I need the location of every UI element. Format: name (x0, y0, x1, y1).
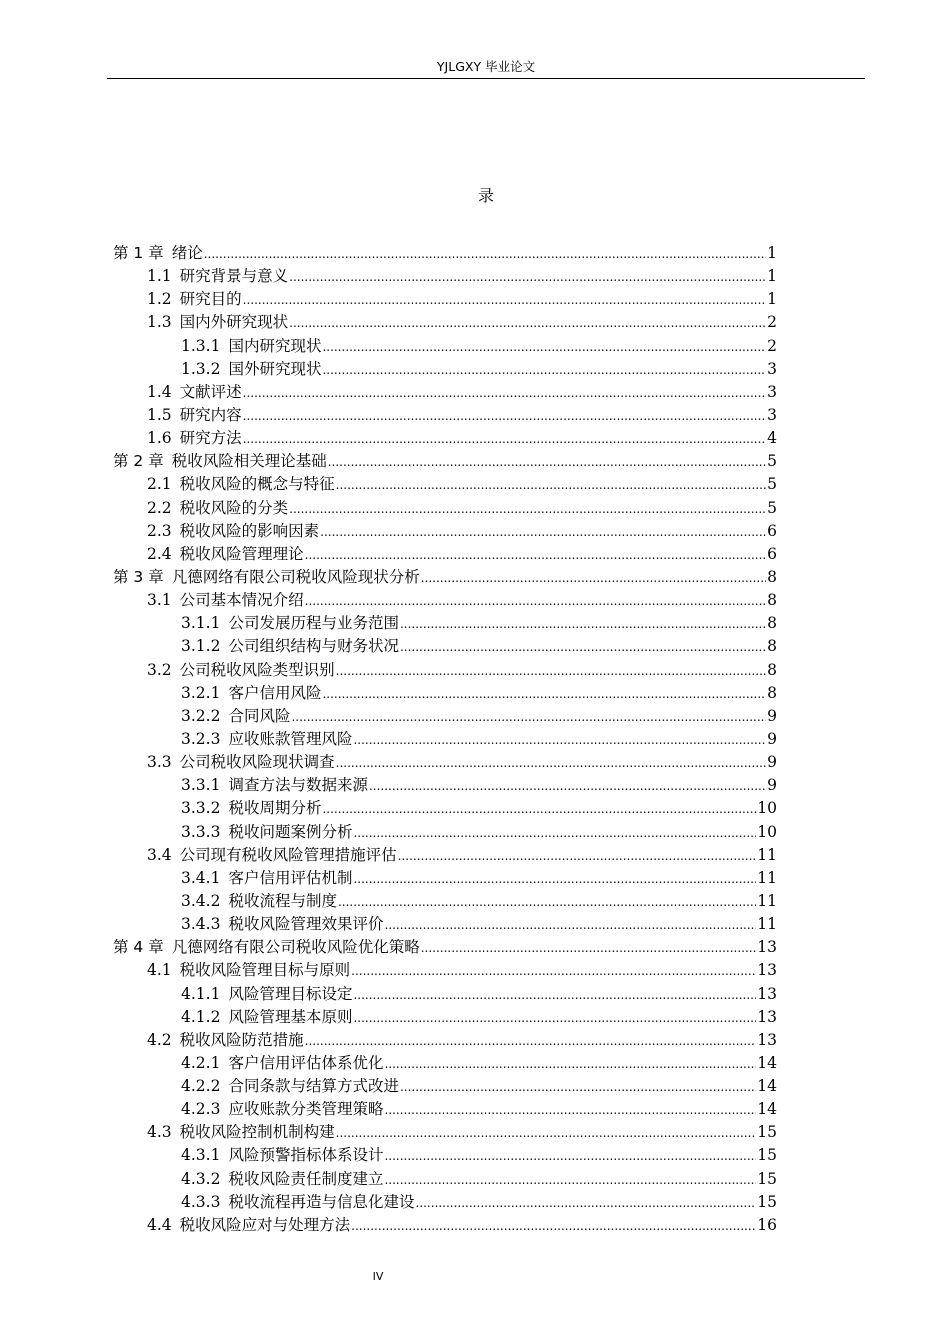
toc-entry-page: 15 (757, 1192, 777, 1211)
toc-entry-level-3[interactable] (113, 635, 777, 658)
toc-entry-title (181, 1168, 383, 1191)
toc-entry-label: 国外研究现状 (228, 359, 322, 378)
toc-dot-leader (336, 660, 766, 683)
toc-entry-label: 公司税收风险类型识别 (179, 660, 335, 679)
toc-dot-leader (305, 1030, 757, 1053)
toc-entry-level-2[interactable] (113, 311, 777, 334)
toc-dot-leader (322, 683, 766, 706)
toc-entry-level-3[interactable] (113, 1191, 777, 1214)
toc-entry-level-3[interactable] (113, 1075, 777, 1098)
toc-entry-label: 研究内容 (179, 405, 242, 424)
toc-entry-page: 3 (767, 382, 777, 401)
toc-entry-number: 4.1.1 (181, 984, 221, 1003)
toc-entry-label: 风险管理基本原则 (228, 1007, 353, 1026)
toc-entry-level-3[interactable] (113, 358, 777, 381)
toc-entry-page: 9 (767, 706, 777, 725)
toc-entry-page: 8 (767, 591, 777, 610)
toc-entry-title (181, 682, 321, 705)
toc-entry-page: 1 (767, 290, 777, 309)
toc-entry-number: 3.1.1 (181, 614, 221, 633)
toc-entry-page: 8 (767, 614, 777, 633)
toc-entry-number: 4.2.3 (181, 1100, 221, 1119)
toc-entry-label: 绪论 (171, 244, 203, 262)
toc-entry-label: 合同条款与结算方式改进 (228, 1077, 399, 1096)
toc-entry-level-3[interactable] (113, 682, 777, 705)
toc-dot-leader (289, 266, 766, 289)
toc-entry-level-3[interactable] (113, 890, 777, 913)
toc-entry-title (181, 983, 352, 1006)
toc-entry-number: 1.4 (147, 382, 172, 401)
toc-entry-page: 11 (757, 845, 777, 864)
toc-entry-level-2[interactable] (113, 520, 777, 543)
toc-entry-level-2[interactable] (113, 427, 777, 450)
toc-entry-number: 3.4 (147, 845, 172, 864)
toc-entry-title (181, 821, 352, 844)
toc-entry-label: 公司发展历程与业务范围 (228, 614, 399, 633)
toc-entry-number: 3.3.3 (181, 822, 221, 841)
toc-entry-title (147, 959, 350, 982)
toc-entry-title (181, 867, 352, 890)
toc-entry-page: 1 (767, 244, 777, 262)
toc-entry-title (147, 473, 335, 496)
toc-dot-leader (353, 984, 756, 1007)
toc-dot-leader (328, 451, 766, 474)
toc-entry-level-2[interactable] (113, 265, 777, 288)
toc-dot-leader (384, 914, 756, 937)
toc-entry-number: 2.4 (147, 544, 172, 563)
toc-entry-title (181, 1191, 414, 1214)
toc-entry-title (181, 797, 321, 820)
toc-entry-page: 10 (757, 799, 777, 818)
toc-entry-level-3[interactable] (113, 867, 777, 890)
toc-entry-level-2[interactable] (113, 589, 777, 612)
toc-entry-title (181, 1098, 383, 1121)
toc-entry-page: 9 (767, 729, 777, 748)
toc-entry-number: 4.2.1 (181, 1053, 221, 1072)
toc-entry-label: 税收周期分析 (228, 799, 322, 818)
toc-entry-level-1[interactable] (113, 566, 777, 589)
toc-entry-number: 第 4 章 (113, 938, 164, 957)
toc-entry-label: 客户信用风险 (228, 683, 322, 702)
toc-entry-page: 10 (757, 822, 777, 841)
toc-entry-number: 2.2 (147, 498, 172, 517)
toc-entry-page: 11 (757, 868, 777, 887)
toc-entry-number: 1.5 (147, 405, 172, 424)
toc-entry-title (181, 1006, 352, 1029)
toc-dot-leader (400, 613, 766, 636)
toc-dot-leader (353, 822, 756, 845)
toc-entry-title (181, 890, 337, 913)
toc-entry-label: 应收账款管理风险 (228, 729, 353, 748)
toc-entry-title (181, 335, 321, 358)
toc-entry-page: 6 (767, 544, 777, 563)
toc-dot-leader (400, 1076, 756, 1099)
toc-entry-page: 3 (767, 405, 777, 424)
toc-entry-label: 客户信用评估体系优化 (228, 1053, 384, 1072)
toc-entry-number: 第 1 章 (113, 244, 164, 262)
toc-entry-title (181, 705, 290, 728)
toc-entry-page: 14 (757, 1077, 777, 1096)
toc-entry-title (113, 242, 203, 265)
toc-dot-leader (384, 1169, 756, 1192)
toc-entry-level-2[interactable] (113, 404, 777, 427)
toc-entry-page: 8 (767, 660, 777, 679)
toc-entry-label: 公司基本情况介绍 (179, 591, 304, 610)
toc-entry-page: 9 (767, 753, 777, 772)
toc-entry-label: 公司税收风险现状调查 (179, 753, 335, 772)
toc-entry-label: 风险管理目标设定 (228, 984, 353, 1003)
toc-entry-page: 3 (767, 359, 777, 378)
toc-entry-number: 3.2.3 (181, 729, 221, 748)
toc-entry-title (181, 913, 383, 936)
toc-entry-title (181, 728, 352, 751)
toc-dot-leader (322, 798, 756, 821)
toc-dot-leader (400, 636, 766, 659)
toc-entry-level-3[interactable] (113, 335, 777, 358)
toc-entry-label: 税收风险责任制度建立 (228, 1169, 384, 1188)
toc-entry-label: 税收风险管理理论 (179, 544, 304, 563)
toc-entry-level-2[interactable] (113, 381, 777, 404)
toc-entry-title (147, 589, 304, 612)
toc-entry-number: 1.1 (147, 267, 172, 286)
toc-entry-level-2[interactable] (113, 1214, 777, 1237)
toc-entry-page: 5 (767, 498, 777, 517)
toc-entry-number: 2.1 (147, 475, 172, 494)
toc-entry-number: 1.3.2 (181, 359, 221, 378)
toc-entry-label: 凡德网络有限公司税收风险现状分析 (171, 567, 420, 586)
toc-entry-label: 客户信用评估机制 (228, 868, 353, 887)
toc-entry-title (147, 659, 335, 682)
toc-dot-leader (398, 845, 757, 868)
toc-dot-leader (291, 706, 766, 729)
toc-entry-label: 国内研究现状 (228, 336, 322, 355)
toc-dot-leader (353, 729, 766, 752)
toc-entry-level-3[interactable] (113, 983, 777, 1006)
toc-entry-number: 1.3 (147, 313, 172, 332)
toc-entry-page: 13 (757, 1030, 777, 1049)
toc-entry-page: 5 (767, 475, 777, 494)
toc-entry-label: 公司现有税收风险管理措施评估 (179, 845, 397, 864)
toc-dot-leader (305, 544, 766, 567)
toc-dot-leader (204, 243, 766, 266)
toc-dot-leader (384, 1145, 756, 1168)
toc-entry-title (147, 1214, 350, 1237)
toc-entry-page: 4 (767, 429, 777, 448)
toc-entry-title (147, 1121, 335, 1144)
toc-entry-label: 税收风险相关理论基础 (171, 452, 327, 471)
toc-entry-title (181, 635, 399, 658)
toc-dot-leader (289, 498, 766, 521)
toc-entry-number: 3.2 (147, 660, 172, 679)
toc-entry-label: 税收流程再造与信息化建设 (228, 1192, 415, 1211)
toc-entry-label: 税收风险防范措施 (179, 1030, 304, 1049)
toc-entry-number: 3.3.2 (181, 799, 221, 818)
toc-entry-level-3[interactable] (113, 705, 777, 728)
toc-title: 录 (477, 186, 494, 205)
table-of-contents (113, 242, 777, 1237)
toc-entry-level-3[interactable] (113, 774, 777, 797)
toc-dot-leader (243, 289, 766, 312)
toc-entry-title (147, 1029, 304, 1052)
toc-entry-level-1[interactable] (113, 450, 777, 473)
toc-entry-page: 13 (757, 961, 777, 980)
toc-entry-page: 13 (757, 1007, 777, 1026)
page-footer (0, 1268, 756, 1286)
toc-dot-leader (421, 567, 766, 590)
toc-entry-title (147, 311, 288, 334)
toc-dot-leader (322, 359, 766, 382)
toc-dot-leader (243, 382, 766, 405)
toc-entry-level-3[interactable] (113, 1168, 777, 1191)
toc-entry-title (147, 427, 242, 450)
toc-entry-page: 15 (757, 1169, 777, 1188)
toc-entry-number: 4.1.2 (181, 1007, 221, 1026)
toc-entry-number: 4.3.3 (181, 1192, 221, 1211)
toc-dot-leader (353, 1007, 756, 1030)
toc-dot-leader (421, 937, 757, 960)
toc-entry-number: 4.2 (147, 1030, 172, 1049)
toc-entry-label: 风险预警指标体系设计 (228, 1146, 384, 1165)
toc-dot-leader (384, 1099, 756, 1122)
toc-dot-leader (336, 474, 766, 497)
toc-entry-level-2[interactable] (113, 473, 777, 496)
toc-entry-label: 调查方法与数据来源 (228, 776, 368, 795)
toc-entry-label: 税收风险控制机制构建 (179, 1123, 335, 1142)
toc-entry-number: 3.4.3 (181, 915, 221, 934)
toc-dot-leader (243, 428, 766, 451)
toc-entry-page: 14 (757, 1100, 777, 1119)
toc-entry-level-3[interactable] (113, 612, 777, 635)
toc-entry-number: 3.1 (147, 591, 172, 610)
toc-dot-leader (338, 891, 756, 914)
toc-entry-page: 9 (767, 776, 777, 795)
toc-entry-page: 13 (757, 938, 777, 957)
page-header (107, 56, 865, 79)
toc-entry-page: 14 (757, 1053, 777, 1072)
toc-entry-number: 第 2 章 (113, 452, 164, 471)
toc-entry-level-2[interactable] (113, 497, 777, 520)
toc-entry-label: 税收问题案例分析 (228, 822, 353, 841)
toc-entry-number: 4.2.2 (181, 1077, 221, 1096)
toc-entry-title (113, 566, 420, 589)
toc-dot-leader (384, 1053, 756, 1076)
toc-entry-page: 16 (757, 1215, 777, 1234)
toc-entry-title (147, 543, 304, 566)
toc-entry-page: 5 (767, 452, 777, 471)
toc-entry-number: 4.3.1 (181, 1146, 221, 1165)
toc-entry-level-3[interactable] (113, 1098, 777, 1121)
toc-entry-label: 凡德网络有限公司税收风险优化策略 (171, 938, 420, 957)
toc-dot-leader (415, 1192, 756, 1215)
toc-entry-number: 3.4.1 (181, 868, 221, 887)
toc-entry-page: 8 (767, 567, 777, 586)
toc-entry-label: 税收风险的概念与特征 (179, 475, 335, 494)
toc-entry-number: 第 3 章 (113, 567, 164, 586)
toc-entry-title (181, 1144, 383, 1167)
toc-entry-level-3[interactable] (113, 913, 777, 936)
toc-entry-page: 13 (757, 984, 777, 1003)
toc-entry-level-1[interactable] (113, 936, 777, 959)
toc-entry-title (147, 288, 242, 311)
toc-entry-label: 文献评述 (179, 382, 242, 401)
toc-entry-number: 2.3 (147, 521, 172, 540)
toc-dot-leader (353, 868, 756, 891)
toc-entry-page: 11 (757, 915, 777, 934)
toc-entry-page: 6 (767, 521, 777, 540)
toc-entry-label: 应收账款分类管理策略 (228, 1100, 384, 1119)
toc-dot-leader (336, 1122, 757, 1145)
toc-entry-page: 1 (767, 267, 777, 286)
toc-dot-leader (289, 312, 766, 335)
page-number: IV (372, 1270, 384, 1283)
toc-entry-level-3[interactable] (113, 1006, 777, 1029)
toc-entry-label: 税收风险管理目标与原则 (179, 961, 351, 980)
toc-entry-number: 3.1.2 (181, 637, 221, 656)
toc-entry-title (113, 936, 420, 959)
toc-entry-level-3[interactable] (113, 797, 777, 820)
toc-entry-level-2[interactable] (113, 288, 777, 311)
toc-dot-leader (243, 405, 766, 428)
toc-entry-label: 税收流程与制度 (228, 891, 337, 910)
toc-entry-page: 8 (767, 683, 777, 702)
toc-entry-label: 税收风险应对与处理方法 (179, 1215, 351, 1234)
toc-dot-leader (320, 521, 766, 544)
toc-entry-number: 4.3 (147, 1123, 172, 1142)
toc-entry-page: 11 (757, 891, 777, 910)
toc-entry-number: 3.4.2 (181, 891, 221, 910)
header-title: YJLGXY 毕业论文 (436, 59, 536, 74)
toc-entry-number: 3.3.1 (181, 776, 221, 795)
toc-entry-title (147, 497, 288, 520)
toc-entry-label: 税收风险的影响因素 (179, 521, 320, 540)
toc-dot-leader (336, 752, 766, 775)
toc-entry-title (181, 774, 368, 797)
toc-entry-level-3[interactable] (113, 821, 777, 844)
toc-entry-label: 研究方法 (179, 429, 242, 448)
toc-entry-number: 1.6 (147, 429, 172, 448)
toc-dot-leader (305, 590, 766, 613)
toc-entry-title (181, 1075, 399, 1098)
toc-entry-number: 1.2 (147, 290, 172, 309)
toc-entry-number: 1.3.1 (181, 336, 221, 355)
toc-entry-title (147, 404, 242, 427)
toc-entry-level-2[interactable] (113, 1121, 777, 1144)
toc-entry-page: 15 (757, 1146, 777, 1165)
toc-entry-number: 3.2.2 (181, 706, 221, 725)
toc-entry-level-3[interactable] (113, 1144, 777, 1167)
toc-entry-page: 2 (767, 336, 777, 355)
toc-entry-page: 2 (767, 313, 777, 332)
toc-entry-title (181, 612, 399, 635)
toc-entry-number: 3.2.1 (181, 683, 221, 702)
toc-entry-level-2[interactable] (113, 659, 777, 682)
toc-entry-title (181, 1052, 383, 1075)
toc-entry-label: 研究目的 (179, 290, 242, 309)
toc-entry-label: 合同风险 (228, 706, 291, 725)
toc-entry-page: 8 (767, 637, 777, 656)
toc-dot-leader (322, 336, 766, 359)
toc-entry-label: 公司组织结构与财务状况 (228, 637, 399, 656)
toc-entry-label: 税收风险的分类 (179, 498, 289, 517)
toc-entry-page: 15 (757, 1123, 777, 1142)
toc-entry-level-3[interactable] (113, 728, 777, 751)
toc-entry-title (147, 751, 335, 774)
toc-entry-number: 4.4 (147, 1215, 172, 1234)
toc-entry-label: 税收风险管理效果评价 (228, 915, 384, 934)
toc-dot-leader (351, 960, 756, 983)
toc-entry-level-1[interactable] (113, 242, 777, 265)
toc-entry-number: 4.1 (147, 961, 172, 980)
toc-dot-leader (351, 1215, 756, 1238)
toc-entry-number: 3.3 (147, 753, 172, 772)
toc-dot-leader (369, 775, 766, 798)
toc-entry-level-3[interactable] (113, 1052, 777, 1075)
toc-entry-level-2[interactable] (113, 959, 777, 982)
toc-entry-level-2[interactable] (113, 751, 777, 774)
toc-entry-level-2[interactable] (113, 1029, 777, 1052)
toc-entry-title (181, 358, 321, 381)
toc-entry-title (147, 381, 242, 404)
toc-entry-label: 国内外研究现状 (179, 313, 289, 332)
toc-entry-level-2[interactable] (113, 543, 777, 566)
toc-entry-title (147, 520, 319, 543)
toc-entry-level-2[interactable] (113, 844, 777, 867)
toc-entry-title (147, 265, 288, 288)
toc-entry-title (147, 844, 397, 867)
toc-entry-title (113, 450, 327, 473)
toc-entry-number: 4.3.2 (181, 1169, 221, 1188)
toc-entry-label: 研究背景与意义 (179, 267, 289, 286)
